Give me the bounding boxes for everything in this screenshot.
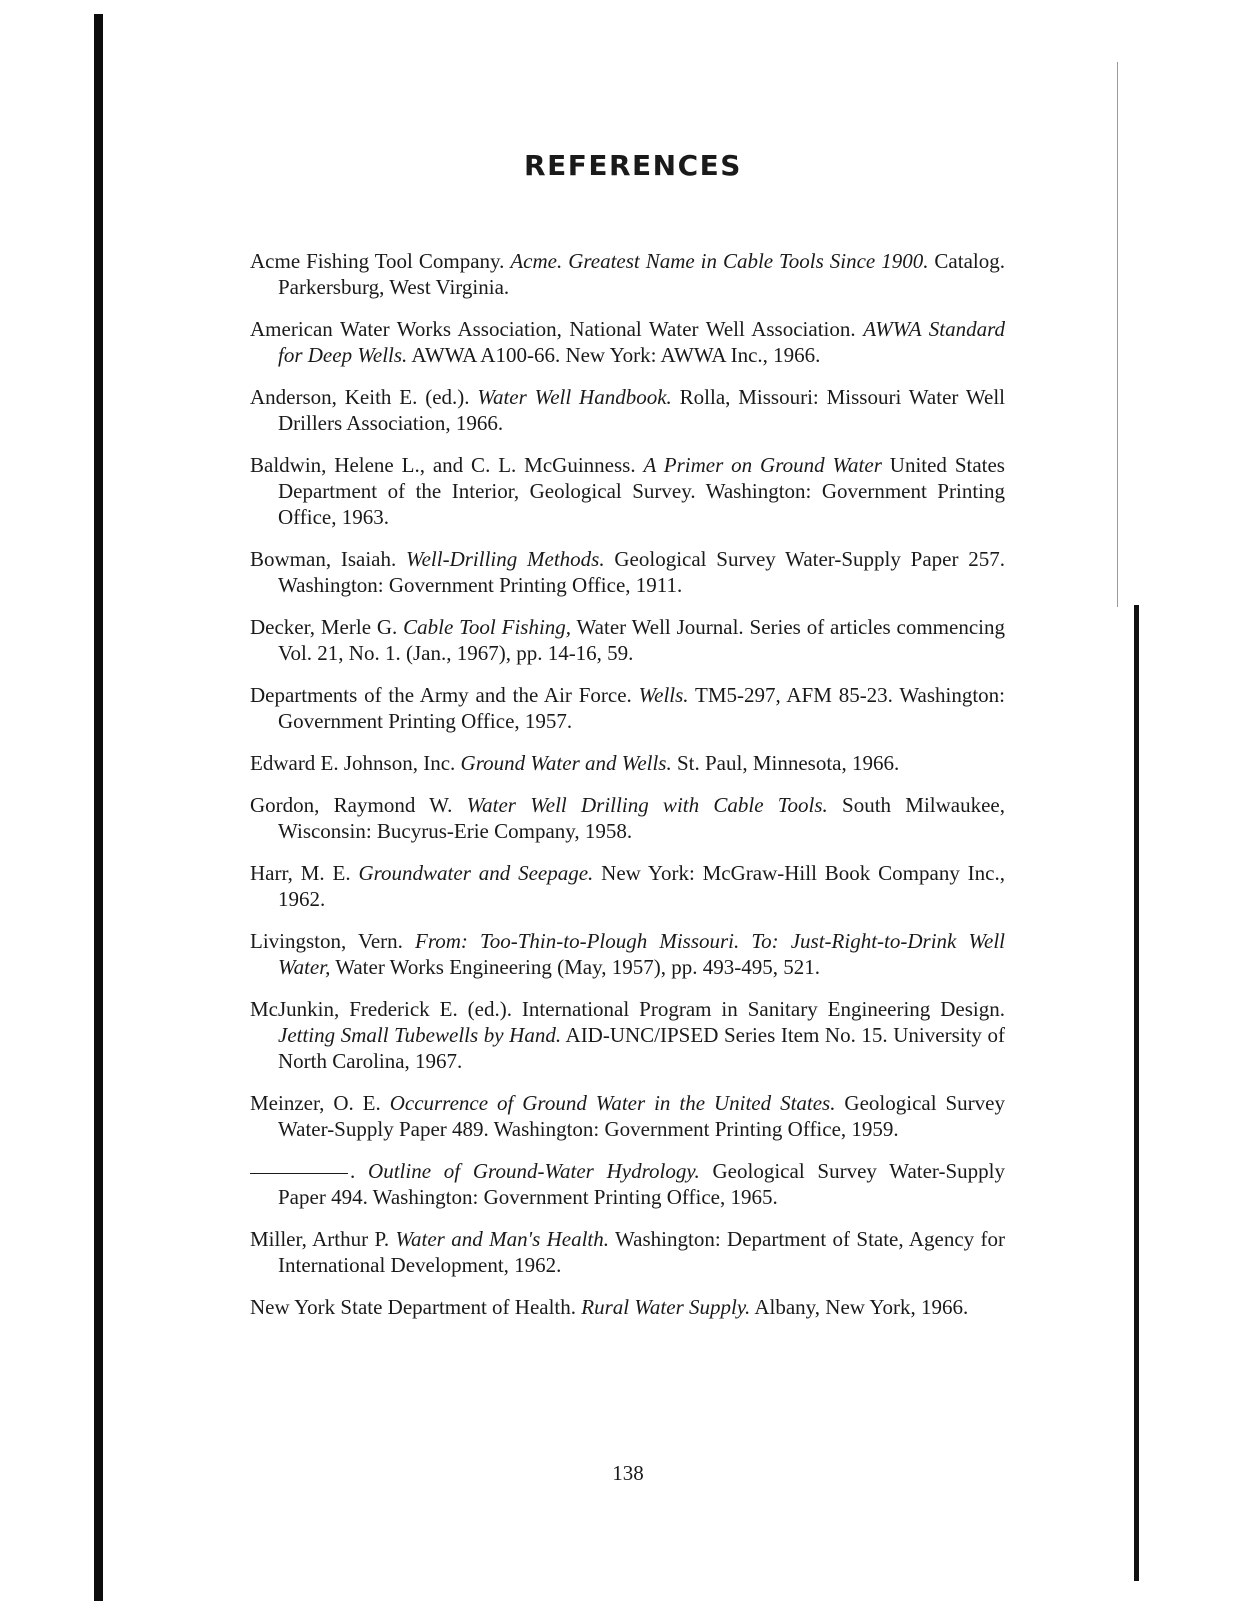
- ditto-dash: [250, 1173, 348, 1174]
- reference-details: Catalog. Parkersburg, West Virginia.: [278, 249, 1005, 299]
- reference-author: New York State Department of Health.: [250, 1295, 582, 1319]
- reference-details: Washington: Department of State, Agency for International Development, 1962.: [278, 1227, 1006, 1277]
- reference-title: Outline of Ground-Water Hydrology.: [368, 1159, 700, 1183]
- reference-title: Occurrence of Ground Water in the United States.: [389, 1091, 836, 1115]
- reference-details: Water Well Journal. Series of articles commencing Vol. 21, No. 1. (Jan., 1967), pp. 14-16, 59.: [278, 615, 1005, 665]
- reference-entry: [250, 682, 1005, 734]
- reference-title: Water Well Drilling with Cable Tools.: [466, 793, 828, 817]
- reference-author: Baldwin, Helene L., and C. L. McGuinness.: [250, 453, 644, 477]
- reference-author: Harr, M. E.: [250, 861, 359, 885]
- reference-details: AID-UNC/IPSED Series Item No. 15. University of North Carolina, 1967.: [278, 1023, 1006, 1073]
- reference-entry: [250, 1158, 1005, 1210]
- reference-author: American Water Works Association, National Water Well Association.: [250, 317, 864, 341]
- reference-title: Wells.: [638, 683, 689, 707]
- right-scan-edge: [1134, 605, 1139, 1581]
- reference-title: Groundwater and Seepage.: [358, 861, 594, 885]
- reference-title: Ground Water and Wells.: [460, 751, 672, 775]
- right-scan-line: [1117, 62, 1118, 607]
- reference-entry: [250, 1090, 1005, 1142]
- reference-entry: [250, 316, 1005, 368]
- reference-author: Anderson, Keith E. (ed.).: [250, 385, 478, 409]
- left-scan-edge: [94, 14, 103, 1601]
- reference-author: Decker, Merle G.: [250, 615, 404, 639]
- reference-entry: [250, 546, 1005, 598]
- reference-title: Well-Drilling Methods.: [406, 547, 605, 571]
- reference-details: AWWA A100-66. New York: AWWA Inc., 1966.: [407, 343, 821, 367]
- reference-title: AWWA Standard for Deep Wells.: [278, 317, 1005, 367]
- reference-author: Edward E. Johnson, Inc.: [250, 751, 461, 775]
- reference-entry: [250, 614, 1005, 666]
- page-title: REFERENCES: [524, 148, 742, 182]
- reference-entry: [250, 1294, 1005, 1320]
- reference-author: Miller, Arthur P.: [250, 1227, 396, 1251]
- reference-title: Rural Water Supply.: [581, 1295, 751, 1319]
- reference-details: Geological Survey Water-Supply Paper 489. Washington: Government Printing Office, 1959.: [278, 1091, 1005, 1141]
- reference-author: Bowman, Isaiah.: [250, 547, 407, 571]
- reference-title: Water and Man's Health.: [395, 1227, 610, 1251]
- reference-author: McJunkin, Frederick E. (ed.). International Program in Sanitary Engineering Design.: [250, 997, 1005, 1021]
- reference-entry: [250, 860, 1005, 912]
- reference-entry: [250, 1226, 1005, 1278]
- reference-entry: [250, 384, 1005, 436]
- reference-details: Rolla, Missouri: Missouri Water Well Drillers Association, 1966.: [278, 385, 1005, 435]
- reference-entry: [250, 452, 1005, 530]
- reference-entry: [250, 996, 1005, 1074]
- reference-details: St. Paul, Minnesota, 1966.: [671, 751, 900, 775]
- reference-list: [250, 248, 1005, 1336]
- reference-details: Geological Survey Water-Supply Paper 257. Washington: Government Printing Office, 1911.: [278, 547, 1005, 597]
- reference-author: Departments of the Army and the Air Force.: [250, 683, 639, 707]
- reference-title: From: Too-Thin-to-Plough Missouri. To: Just-Right-to-Drink Well Water,: [278, 929, 1006, 979]
- reference-title: Water Well Handbook.: [477, 385, 672, 409]
- reference-details: South Milwaukee, Wisconsin: Bucyrus-Erie Company, 1958.: [278, 793, 1006, 843]
- reference-details: Geological Survey Water-Supply Paper 494. Washington: Government Printing Office, 1965.: [278, 1159, 1006, 1209]
- reference-entry: [250, 750, 1005, 776]
- reference-details: New York: McGraw-Hill Book Company Inc., 1962.: [278, 861, 1005, 911]
- reference-details: Water Works Engineering (May, 1957), pp. 493-495, 521.: [330, 955, 820, 979]
- reference-author: Meinzer, O. E.: [250, 1091, 390, 1115]
- reference-author: Gordon, Raymond W.: [250, 793, 467, 817]
- reference-details: TM5-297, AFM 85-23. Washington: Government Printing Office, 1957.: [278, 683, 1005, 733]
- reference-author: .: [350, 1159, 369, 1183]
- reference-author: Acme Fishing Tool Company.: [250, 249, 511, 273]
- reference-title: Cable Tool Fishing,: [403, 615, 572, 639]
- page-number: 138: [612, 1461, 644, 1485]
- reference-details: Albany, New York, 1966.: [750, 1295, 969, 1319]
- reference-title: A Primer on Ground Water: [643, 453, 882, 477]
- reference-author: Livingston, Vern.: [250, 929, 415, 953]
- reference-title: Acme. Greatest Name in Cable Tools Since 1900.: [510, 249, 929, 273]
- reference-entry: [250, 928, 1005, 980]
- reference-entry: [250, 792, 1005, 844]
- reference-entry: [250, 248, 1005, 300]
- reference-title: Jetting Small Tubewells by Hand.: [278, 1023, 562, 1047]
- reference-details: United States Department of the Interior, Geological Survey. Washington: Government Printing Office, 1963.: [278, 453, 1005, 529]
